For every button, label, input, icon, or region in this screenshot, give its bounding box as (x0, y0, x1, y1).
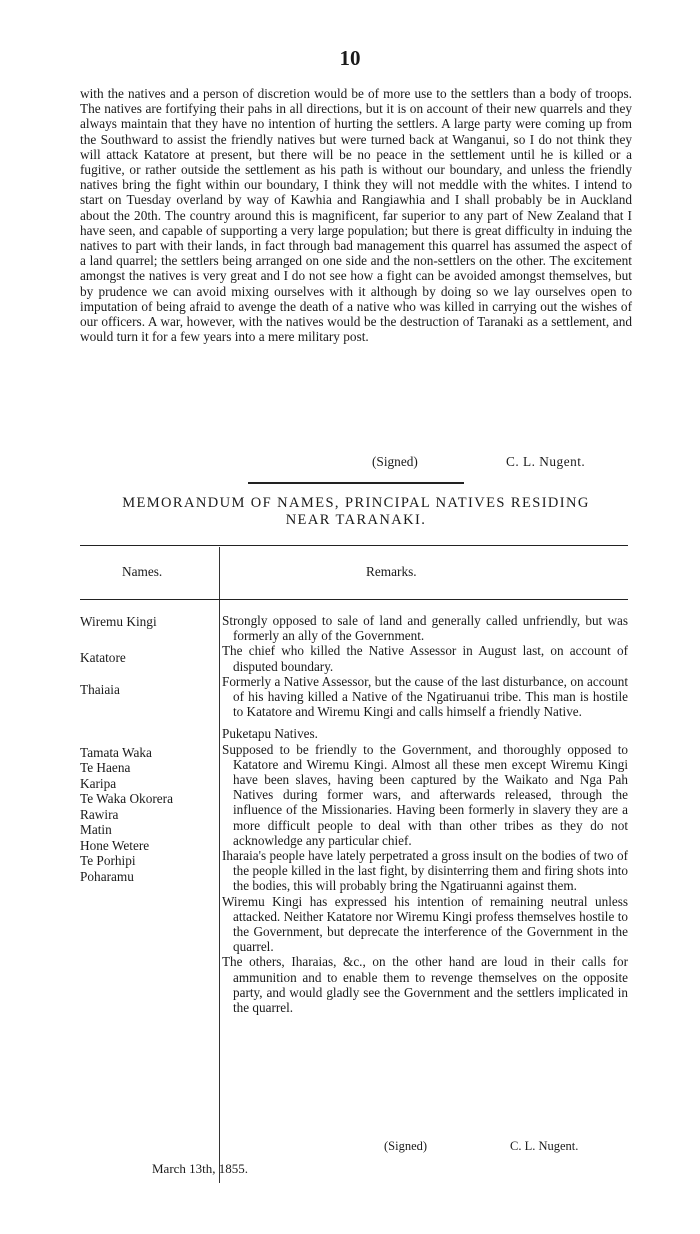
remark-entry: The others, Iharaias, &c., on the other hand are loud in their calls for ammunition and to enable them to revenge themselves on the opposite party, and would gladly see the Government and the settlers implicated in the quarrel. (222, 954, 628, 1016)
memorandum-date: March 13th, 1855. (152, 1161, 249, 1176)
name-entry: Te Haena (80, 760, 131, 775)
name-entry: Katatore (80, 650, 126, 665)
name-entry: Matin (80, 822, 112, 837)
name-entry: Te Porhipi (80, 853, 136, 868)
name-entry: Rawira (80, 807, 119, 822)
remark-entry: Strongly opposed to sale of land and generally called unfriendly, but was formerly an ally of the Government. (222, 613, 628, 644)
remark-entry: Puketapu Natives. (222, 726, 318, 742)
memorandum-table (80, 547, 628, 1183)
header-names: Names. (122, 564, 163, 579)
remark-entry: Supposed to be friendly to the Government, and thoroughly opposed to Katatore and Wiremu Kingi. Almost all these men except Wiremu Kingi have been slaves, having been captured by the Waikato and Nga Pah Natives during former wars, and afterwards released, through the influence of the Missionaries. Having been formerly in slavery they are a more difficult people to deal with than other tribes as they do not acknowledge any particular chief. (222, 741, 628, 848)
remark-entry: Wiremu Kingi has expressed his intention of remaining neutral unless attacked. Neither Katatore nor Wiremu Kingi profess themselves hostile to the Government, but deprecate the interference of the Government in the quarrel. (222, 893, 628, 955)
name-entry: Tamata Waka (80, 745, 152, 760)
memorandum-title (80, 495, 632, 529)
remark-entry: The chief who killed the Native Assessor in August last, on account of disputed boundary. (222, 643, 628, 674)
remark-entry: Formerly a Native Assessor, but the cause of the last disturbance, on account of his having killed a Native of the Ngatiruanui tribe. This man is hostile to Katatore and Wiremu Kingi and calls himself a friendly Native. (222, 673, 628, 720)
signed-label: (Signed) (372, 454, 418, 469)
name-entry: Te Waka Okorera (80, 791, 173, 806)
column-separator (219, 547, 220, 1183)
letter-paragraph: with the natives and a person of discretion would be of more use to the settlers than a body of troops. The natives are fortifying their pahs in all directions, but it is on account of their new quarrels and they always maintain that they have no intention of hurting the settlers. A large party were coming up from the Southward to assist the friendly natives but were turned back at Wanganui, so I do not think they will attack Katatore at present, but there will be no peace in the settlement until he is killed or a fugitive, or rather outside the settlement as his path is without our boundary, and unless the friendly natives bring the fight within our boundary, I think they will not meddle with the whites. I intend to start on Tuesday overland by way of Kawhia and Rangiawhia and I shall probably be in Auckland about the 20th. The country around this is magnificent, far superior to any part of New Zealand that I have seen, and capable of supporting a very large population; but there is great difficulty in induing the natives to part with their lands, in fact through bad management this quarrel has assumed the aspect of a land quarrel; the settlers being arranged on one side and the non-settlers on the other. The excitement amongst the natives is very great and I do not see how a fight can be avoided amongst themselves, but by prudence we can avoid mixing ourselves with it although by doing so we lay ourselves open to imputation of being afraid to avenge the death of a native who was killed in carrying out the wishes of our officers. A war, however, with the natives would be the destruction of Taranaki as a settlement, and would turn it for a few years into a mere military post. (80, 86, 632, 345)
signed-label: (Signed) (384, 1139, 428, 1153)
memorandum-title-line1: MEMORANDUM OF NAMES, PRINCIPAL NATIVES RESIDING (122, 495, 590, 511)
name-entry: Thaiaia (80, 682, 120, 697)
table-top-rule (80, 545, 628, 546)
name-entry: Poharamu (80, 869, 134, 884)
remarks-column (222, 613, 628, 1015)
name-entry: Karipa (80, 776, 117, 791)
letter-body (80, 86, 632, 344)
header-remarks: Remarks. (366, 564, 417, 579)
name-entry: Hone Wetere (80, 838, 150, 853)
spacer (222, 719, 628, 726)
memorandum-title-line2: NEAR TARANAKI. (285, 512, 427, 528)
header-rule (80, 599, 628, 600)
divider-rule (248, 482, 464, 484)
remark-entry: Iharaia's people have lately perpetrated a gross insult on the bodies of two of the people killed in the last fight, by disinterring them and firing shots into the bodies, this will probably bring the Ngatiruanni against them. (222, 848, 628, 894)
name-entry: Wiremu Kingi (80, 614, 157, 629)
signatory-name: C. L. Nugent. (510, 1139, 579, 1153)
page-number: 10 (339, 46, 361, 70)
signatory-name: C. L. Nugent. (506, 454, 586, 469)
